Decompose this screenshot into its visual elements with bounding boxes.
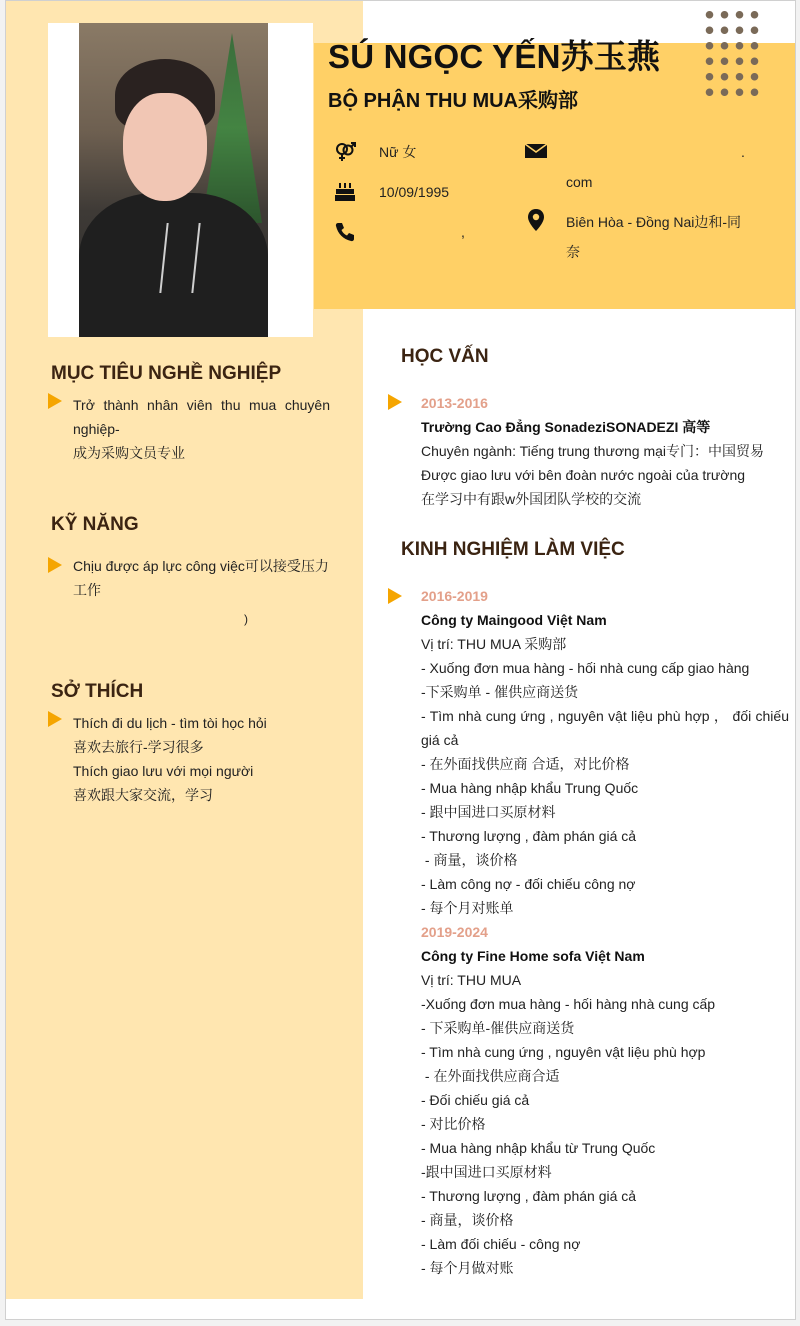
objective-title: MỤC TIÊU NGHỀ NGHIỆP xyxy=(51,363,282,384)
objective-line-2: 成为采购文员专业 xyxy=(73,445,185,461)
job-years: 2016-2019 xyxy=(421,588,488,604)
skills-line-1: Chịu được áp lực công việc可以接受压力 xyxy=(73,558,329,574)
profile-photo-frame xyxy=(48,23,313,337)
address-line2: 奈 xyxy=(566,244,580,260)
job-line: Vị trí: THU MUA 采购部 xyxy=(421,636,567,652)
job-line: -Xuống đơn mua hàng - hối hàng nhà cung cấp xyxy=(421,996,716,1012)
objective-bullet xyxy=(48,393,62,409)
hobby-line: Thích đi du lịch - tìm tòi học hỏi xyxy=(73,715,267,731)
education-line: Được giao lưu với bên đoàn nước ngoài của trường xyxy=(421,467,746,483)
job-line: - Xuống đơn mua hàng - hối nhà cung cấp giao hàng xyxy=(421,660,750,676)
phone-icon xyxy=(333,220,357,244)
job-line: -下采购单 - 催供应商送货 xyxy=(421,684,579,700)
job-line: Vị trí: THU MUA xyxy=(421,972,522,988)
job-line: - 对比价格 xyxy=(421,1116,486,1132)
email-value: . xyxy=(741,144,745,160)
hobbies-text xyxy=(73,711,343,807)
map-pin-icon xyxy=(524,208,548,232)
job-line: - Mua hàng nhập khẩu từ Trung Quốc xyxy=(421,1140,656,1156)
education-title: HỌC VẤN xyxy=(401,346,489,367)
job-line: - 在外面找供应商合适 xyxy=(421,1068,560,1084)
envelope-icon xyxy=(524,139,548,163)
gender-value: Nữ 女 xyxy=(379,144,417,160)
email-value-line2: com xyxy=(566,174,593,190)
hobby-line: Thích giao lưu với mọi người xyxy=(73,763,254,779)
objective-line-1: Trở thành nhân viên thu mua chuyên nghiệp- xyxy=(73,397,330,437)
resume-page xyxy=(5,0,796,1320)
job-line: - Tìm nhà cung ứng , nguyên vật liệu phù hợp ， đối chiếu giá cả xyxy=(421,708,789,748)
hobby-line: 喜欢跟大家交流，学习 xyxy=(73,787,213,803)
education-line: 在学习中有跟w外国团队学校的交流 xyxy=(421,491,642,507)
job-line: - 在外面找供应商 合适，对比价格 xyxy=(421,756,630,772)
candidate-position: BỘ PHẬN THU MUA采购部 xyxy=(328,90,578,112)
phone-value: , xyxy=(461,224,465,240)
job-line: - Tìm nhà cung ứng , nguyên vật liệu phù hợp xyxy=(421,1044,706,1060)
job-line: - 每个月做对账 xyxy=(421,1260,514,1276)
education-years: 2013-2016 xyxy=(421,395,488,411)
address-line1: Biên Hòa - Đồng Nai边和-同 xyxy=(566,214,742,230)
candidate-name: SÚ NGỌC YẾN苏玉燕 xyxy=(328,38,661,75)
skills-text xyxy=(73,554,343,602)
skills-bullet xyxy=(48,557,62,573)
job-line: - Làm công nợ - đối chiếu công nợ xyxy=(421,876,636,892)
birthdate-value: 10/09/1995 xyxy=(379,184,450,200)
job-line: - Mua hàng nhập khẩu Trung Quốc xyxy=(421,780,639,796)
job-company: Công ty Fine Home sofa Việt Nam xyxy=(421,948,645,964)
job-line: - 跟中国进口买原材料 xyxy=(421,804,556,820)
job-line: - 下采购单-催供应商送货 xyxy=(421,1020,575,1036)
hobby-line: 喜欢去旅行-学习很多 xyxy=(73,739,204,755)
objective-text xyxy=(73,393,330,465)
hobbies-bullet xyxy=(48,711,62,727)
job-line: - Đối chiếu giá cả xyxy=(421,1092,530,1108)
skills-line-2: 工作 xyxy=(73,582,101,598)
skills-mark: ) xyxy=(244,612,248,626)
job-line: - 商量，谈价格 xyxy=(421,1212,514,1228)
education-bullet xyxy=(388,394,402,410)
education-text xyxy=(421,391,791,511)
education-line: Chuyên ngành: Tiếng trung thương mại专门：中国贸易 xyxy=(421,443,765,459)
profile-photo xyxy=(79,23,268,337)
job-line: - Thương lượng , đàm phán giá cả xyxy=(421,1188,637,1204)
job-line: - Thương lượng , đàm phán giá cả xyxy=(421,828,637,844)
job-years: 2019-2024 xyxy=(421,924,488,940)
hobbies-title: SỞ THÍCH xyxy=(51,681,144,702)
job-line: - 商量，谈价格 xyxy=(421,852,518,868)
job-line: - Làm đối chiếu - công nợ xyxy=(421,1236,581,1252)
job-line: -跟中国进口买原材料 xyxy=(421,1164,552,1180)
experience-title: KINH NGHIỆM LÀM VIỆC xyxy=(401,539,625,560)
education-school: Trường Cao Đẳng SonadeziSONADEZI 高等 xyxy=(421,419,711,435)
decorative-dots xyxy=(702,7,762,103)
photo-face xyxy=(123,93,207,201)
experience-text xyxy=(421,584,789,1280)
skills-title: KỸ NĂNG xyxy=(51,514,139,535)
job-line: - 每个月对账单 xyxy=(421,900,514,916)
experience-bullet xyxy=(388,588,402,604)
birthday-cake-icon xyxy=(333,180,357,204)
job-company: Công ty Maingood Việt Nam xyxy=(421,612,607,628)
gender-icon xyxy=(333,140,357,164)
